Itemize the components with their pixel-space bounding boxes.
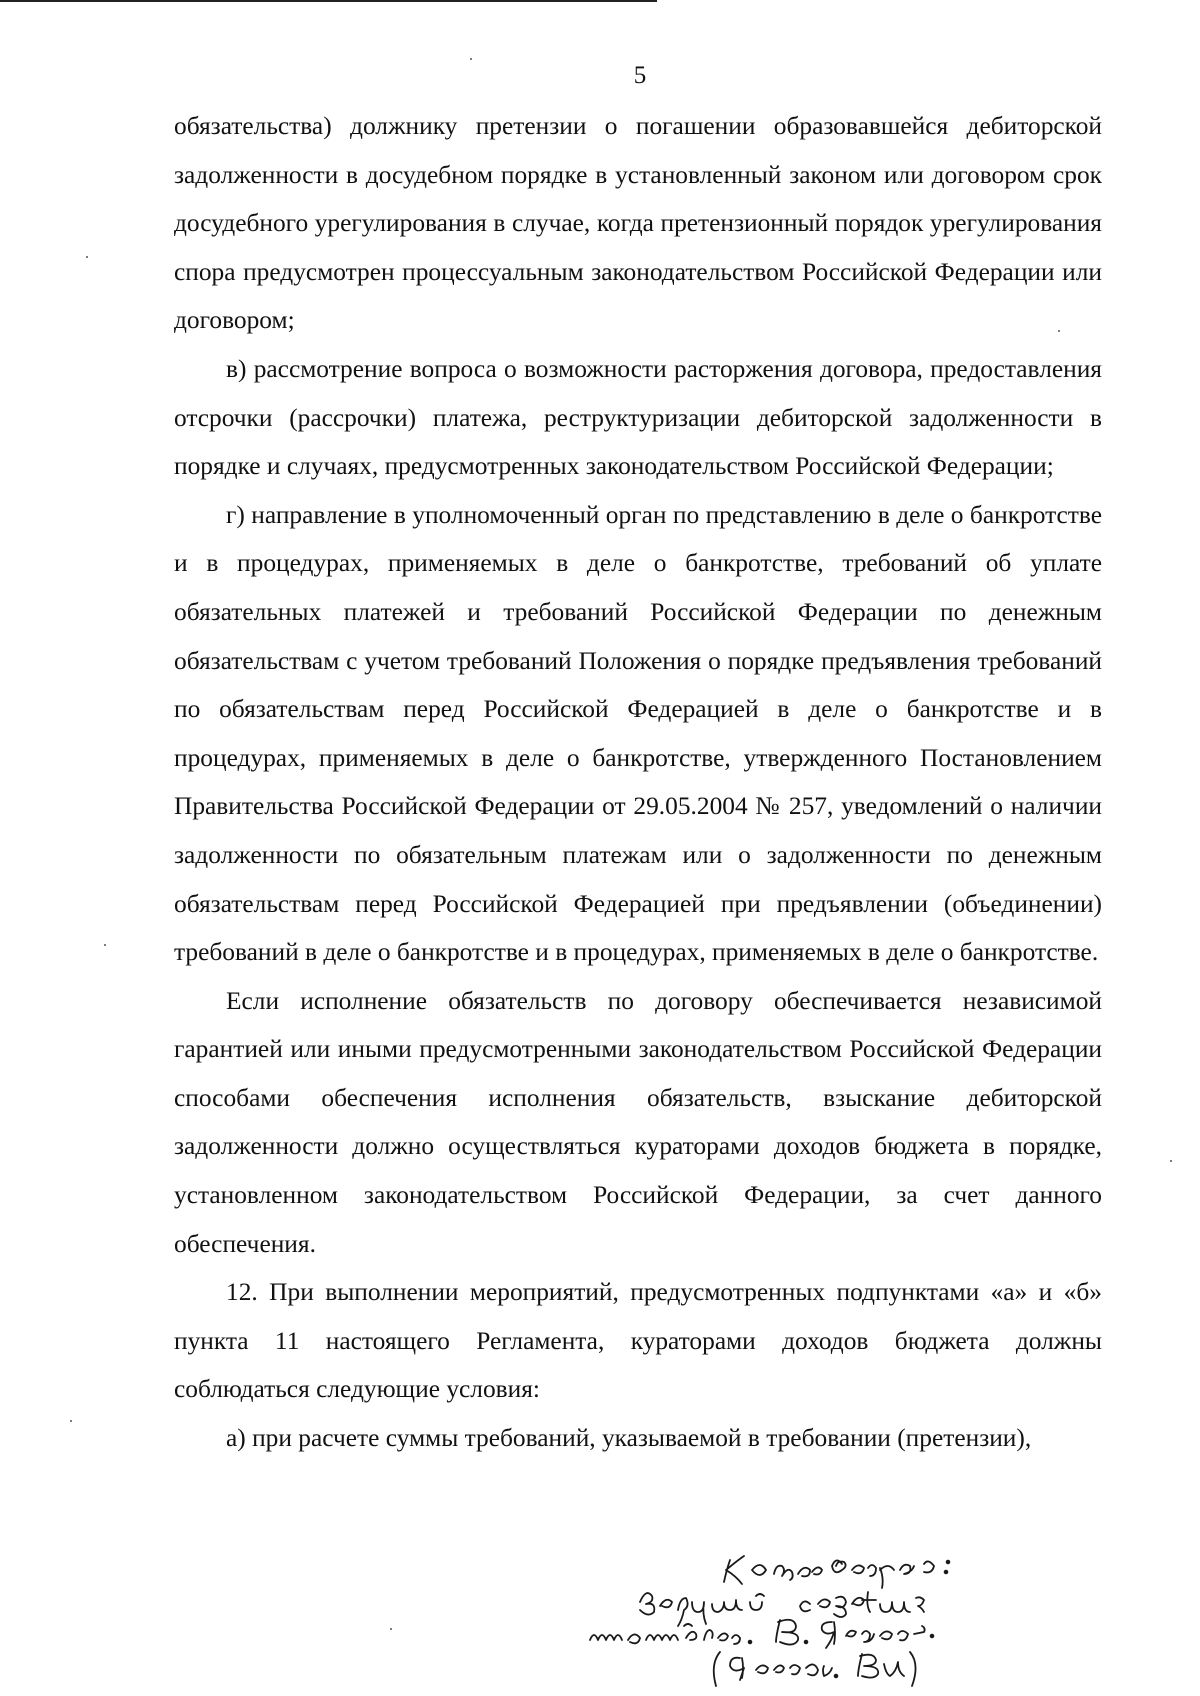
top-rule: [0, 0, 657, 2]
scan-speck: [1058, 330, 1060, 332]
scan-speck: [1170, 1160, 1172, 1162]
page-number: 5: [633, 62, 647, 89]
scan-speck: [390, 1628, 392, 1630]
paragraph-clause-12: 12. При выполнении мероприятий, предусмотренных подпунктами «а» и «б» пункта 11 настоящего Регламента, кураторами доходов бюджета должны соблюдаться следующие условия:: [174, 1278, 1102, 1404]
scan-speck: [470, 58, 472, 60]
paragraph-guarantee: Если исполнение обязательств по договору обеспечивается независимой гарантией или иными предусмотренными законодательством Российской Федерации способами обеспечения исполнения обязательств, взыскание дебиторской задолженности должно осуществляться кураторами доходов бюджета в порядке, установленном законодательством Российской Федерации, за счет данного обеспечения.: [174, 986, 1102, 1258]
paragraph-continuation: обязательства) должнику претензии о погашении образовавшейся дебиторской задолженности в досудебном порядке в установленный законом или договором срок досудебного урегулирования в случае, когда претензионный порядок урегулирования спора предусмотрен процессуальным законодательством Российской Федерации или договором;: [174, 112, 1102, 335]
handwriting-drawing: [580, 1540, 1100, 1690]
scan-speck: [70, 1420, 72, 1422]
paragraph-item-g: г) направление в уполномоченный орган по представлению в деле о банкротстве и в процедурах, применяемых в деле о банкротстве, требований об уплате обязательных платежей и требований Российской Федерации по денежным обязательствам с учетом требований Положения о порядке предъявления требований по обязательствам перед Российской Федерацией в деле о банкротстве и в процедурах, применяемых в деле о банкротстве, утвержденного Постановлением Правительства Российской Федерации от 29.05.2004 № 257, уведомлений о наличии задолженности по обязательным платежам или о задолженности по денежным обязательствам перед Российской Федерацией при предъявлении (объединении) требований в деле о банкротстве и в процедурах, применяемых в деле о банкротстве.: [174, 500, 1102, 967]
paragraph-clause-12-a: а) при расчете суммы требований, указываемой в требовании (претензии),: [226, 1424, 1032, 1453]
handwritten-certification: [580, 1540, 1100, 1690]
scan-speck: [86, 256, 88, 258]
document-body: [174, 102, 1102, 1463]
scan-speck: [104, 944, 106, 946]
paragraph-item-v: в) рассмотрение вопроса о возможности расторжения договора, предоставления отсрочки (рассрочки) платежа, реструктуризации дебиторской задолженности в порядке и случаях, предусмотренных законодательством Российской Федерации;: [174, 354, 1102, 481]
